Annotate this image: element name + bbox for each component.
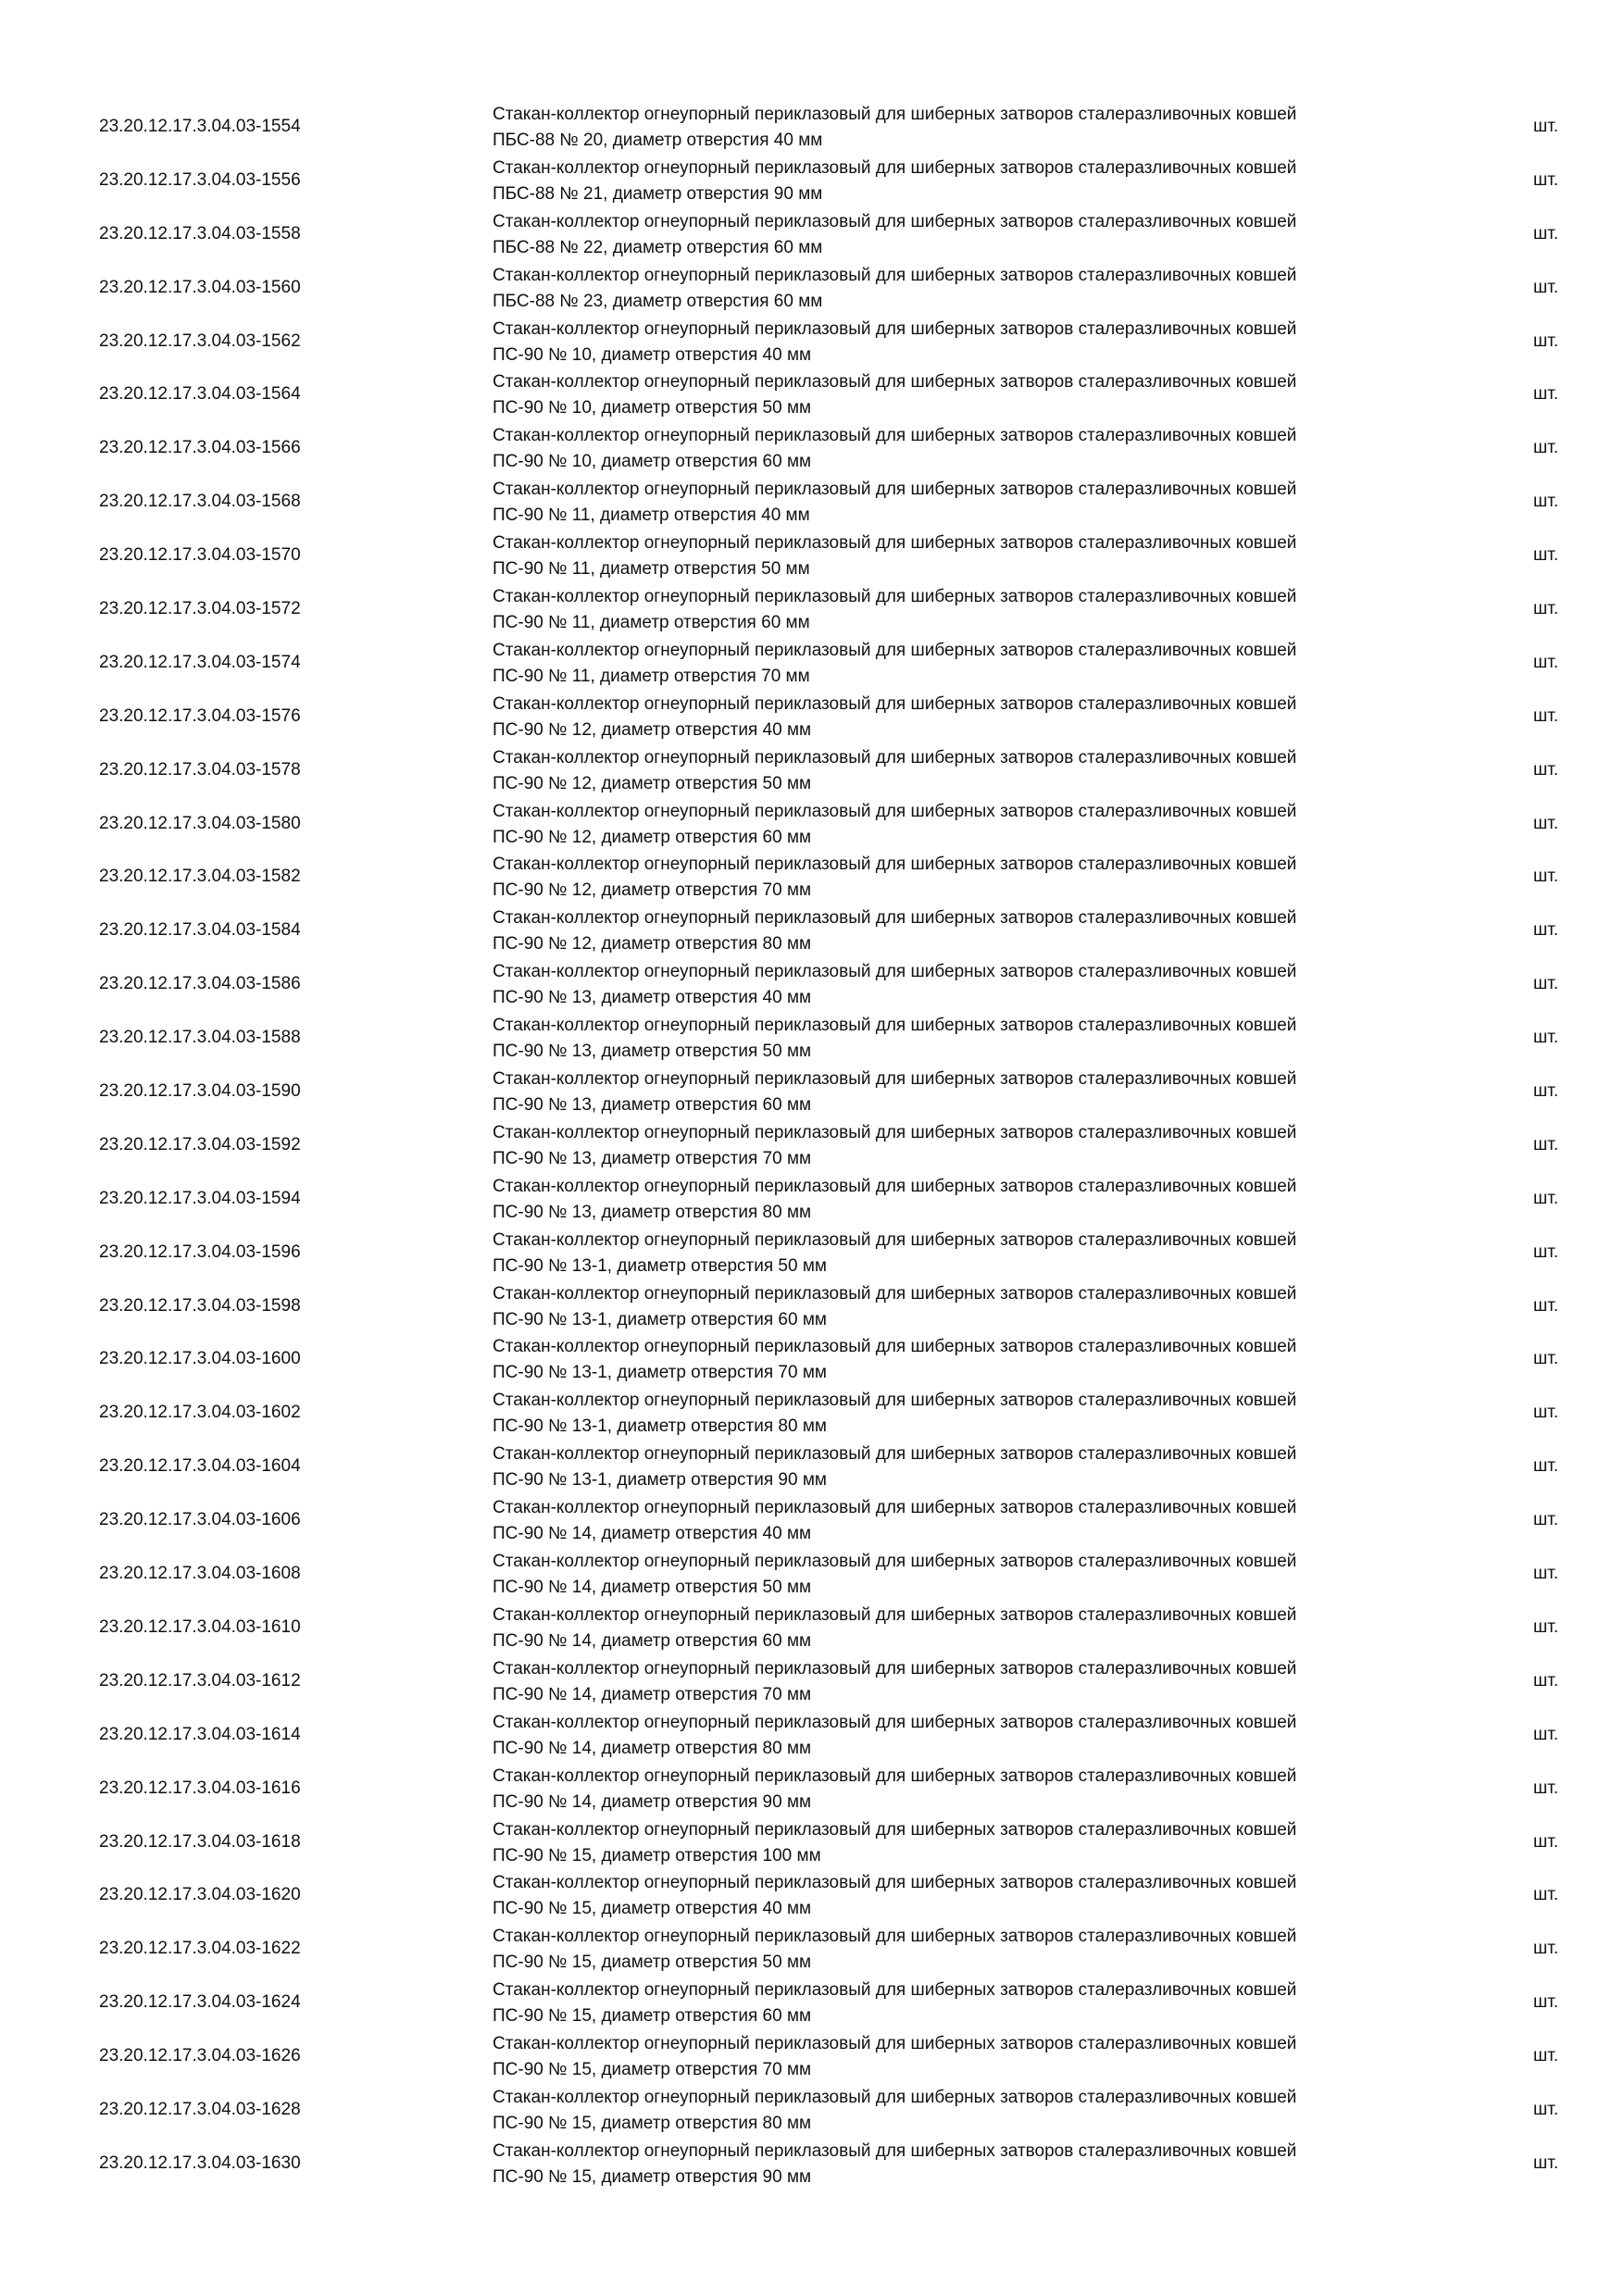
description-line-2: ПС-90 № 12, диаметр отверстия 80 мм xyxy=(493,934,812,955)
table-row xyxy=(0,315,1624,368)
resource-table xyxy=(0,100,1624,2190)
description-line-1: Стакан-коллектор огнеупорный периклазовый для шиберных затворов сталеразливочных ковшей xyxy=(493,908,1297,929)
resource-description xyxy=(493,1174,1465,1226)
description-line-1: Стакан-коллектор огнеупорный периклазовый для шиберных затворов сталеразливочных ковшей xyxy=(493,1337,1297,1357)
description-line-2: ПБС-88 № 22, диаметр отверстия 60 мм xyxy=(493,237,823,257)
description-line-2: ПС-90 № 15, диаметр отверстия 80 мм xyxy=(493,2113,812,2133)
table-row xyxy=(0,957,1624,1011)
description-line-1: Стакан-коллектор огнеупорный периклазовый для шиберных затворов сталеразливочных ковшей xyxy=(493,1552,1297,1572)
description-line-1: Стакан-коллектор огнеупорный периклазовый для шиберных затворов сталеразливочных ковшей xyxy=(493,855,1297,875)
unit-of-measure: шт. xyxy=(1533,1134,1559,1154)
table-row xyxy=(0,1922,1624,1976)
description-line-2: ПС-90 № 14, диаметр отверстия 50 мм xyxy=(493,1578,812,1598)
resource-code: 23.20.12.17.3.04.03-1620 xyxy=(99,1885,301,1905)
unit-of-measure: шт. xyxy=(1533,384,1559,405)
resource-code: 23.20.12.17.3.04.03-1574 xyxy=(99,652,301,672)
resource-code: 23.20.12.17.3.04.03-1568 xyxy=(99,492,301,512)
description-line-1: Стакан-коллектор огнеупорный периклазовый для шиберных затворов сталеразливочных ковшей xyxy=(493,426,1297,446)
resource-code: 23.20.12.17.3.04.03-1580 xyxy=(99,813,301,833)
resource-description xyxy=(493,369,1465,421)
resource-description xyxy=(493,638,1465,690)
description-line-2: ПС-90 № 13-1, диаметр отверстия 70 мм xyxy=(493,1363,827,1383)
unit-of-measure: шт. xyxy=(1533,1188,1559,1208)
description-line-2: ПБС-88 № 23, диаметр отверстия 60 мм xyxy=(493,291,823,311)
description-line-1: Стакан-коллектор огнеупорный периклазовый для шиберных затворов сталеразливочных ковшей xyxy=(493,1122,1297,1142)
resource-description xyxy=(493,1656,1465,1708)
unit-of-measure: шт. xyxy=(1533,1670,1559,1691)
unit-of-measure: шт. xyxy=(1533,1992,1559,2013)
unit-of-measure: шт. xyxy=(1533,813,1559,833)
table-row xyxy=(0,1601,1624,1654)
description-line-1: Стакан-коллектор огнеупорный периклазовый для шиберных затворов сталеразливочных ковшей xyxy=(493,2087,1297,2107)
table-row xyxy=(0,1332,1624,1386)
resource-code: 23.20.12.17.3.04.03-1594 xyxy=(99,1188,301,1208)
description-line-1: Стакан-коллектор огнеупорный периклазовый для шиберных затворов сталеразливочных ковшей xyxy=(493,105,1297,124)
unit-of-measure: шт. xyxy=(1533,974,1559,994)
table-row xyxy=(0,1816,1624,1869)
description-line-1: Стакан-коллектор огнеупорный периклазовый для шиберных затворов сталеразливочных ковшей xyxy=(493,1819,1297,1840)
unit-of-measure: шт. xyxy=(1533,1939,1559,1959)
description-line-2: ПС-90 № 12, диаметр отверстия 40 мм xyxy=(493,719,812,740)
description-line-2: ПС-90 № 12, диаметр отверстия 70 мм xyxy=(493,880,812,901)
unit-of-measure: шт. xyxy=(1533,331,1559,351)
description-line-2: ПС-90 № 13, диаметр отверстия 50 мм xyxy=(493,1042,812,1062)
table-row xyxy=(0,1762,1624,1816)
resource-description xyxy=(493,799,1465,851)
table-row xyxy=(0,1708,1624,1762)
resource-code: 23.20.12.17.3.04.03-1572 xyxy=(99,599,301,619)
description-line-1: Стакан-коллектор огнеупорный периклазовый для шиберных затворов сталеразливочных ковшей xyxy=(493,157,1297,178)
table-row xyxy=(0,582,1624,636)
resource-description xyxy=(493,692,1465,743)
unit-of-measure: шт. xyxy=(1533,1778,1559,1798)
description-line-1: Стакан-коллектор огнеупорный периклазовый для шиберных затворов сталеразливочных ковшей xyxy=(493,1980,1297,2001)
description-line-2: ПС-90 № 13-1, диаметр отверстия 60 мм xyxy=(493,1309,827,1329)
resource-code: 23.20.12.17.3.04.03-1596 xyxy=(99,1242,301,1262)
description-line-1: Стакан-коллектор огнеупорный периклазовый для шиберных затворов сталеразливочных ковшей xyxy=(493,372,1297,393)
unit-of-measure: шт. xyxy=(1533,1456,1559,1477)
resource-code: 23.20.12.17.3.04.03-1590 xyxy=(99,1081,301,1102)
description-line-1: Стакан-коллектор огнеупорный периклазовый для шиберных затворов сталеразливочных ковшей xyxy=(493,318,1297,339)
description-line-2: ПС-90 № 13-1, диаметр отверстия 50 мм xyxy=(493,1255,827,1276)
description-line-2: ПС-90 № 13-1, диаметр отверстия 90 мм xyxy=(493,1470,827,1491)
unit-of-measure: шт. xyxy=(1533,2099,1559,2119)
description-line-1: Стакан-коллектор огнеупорный периклазовый для шиберных затворов сталеразливочных ковшей xyxy=(493,747,1297,767)
unit-of-measure: шт. xyxy=(1533,492,1559,512)
unit-of-measure: шт. xyxy=(1533,1295,1559,1316)
table-row xyxy=(0,1172,1624,1226)
table-row xyxy=(0,207,1624,261)
description-line-1: Стакан-коллектор огнеупорный периклазовый для шиберных затворов сталеразливочных ковшей xyxy=(493,1391,1297,1411)
description-line-2: ПС-90 № 13, диаметр отверстия 60 мм xyxy=(493,1095,812,1116)
table-row xyxy=(0,1868,1624,1922)
description-line-1: Стакан-коллектор огнеупорный периклазовый для шиберных затворов сталеразливочных ковшей xyxy=(493,1658,1297,1678)
description-line-2: ПС-90 № 12, диаметр отверстия 50 мм xyxy=(493,773,812,793)
table-row xyxy=(0,1976,1624,2029)
resource-description xyxy=(493,530,1465,582)
description-line-1: Стакан-коллектор огнеупорный периклазовый для шиберных затворов сталеразливочных ковшей xyxy=(493,1498,1297,1518)
resource-code: 23.20.12.17.3.04.03-1622 xyxy=(99,1939,301,1959)
resource-code: 23.20.12.17.3.04.03-1558 xyxy=(99,223,301,243)
description-line-2: ПС-90 № 13, диаметр отверстия 70 мм xyxy=(493,1148,812,1168)
table-row xyxy=(0,1654,1624,1708)
table-row xyxy=(0,1065,1624,1118)
table-row xyxy=(0,368,1624,421)
resource-description xyxy=(493,1334,1465,1386)
resource-description xyxy=(493,584,1465,636)
description-line-1: Стакан-коллектор огнеупорный периклазовый для шиберных затворов сталеразливочных ковшей xyxy=(493,480,1297,500)
resource-description xyxy=(493,477,1465,529)
resource-code: 23.20.12.17.3.04.03-1606 xyxy=(99,1510,301,1530)
description-line-2: ПС-90 № 14, диаметр отверстия 90 мм xyxy=(493,1791,812,1812)
resource-code: 23.20.12.17.3.04.03-1602 xyxy=(99,1403,301,1423)
unit-of-measure: шт. xyxy=(1533,2152,1559,2173)
description-line-1: Стакан-коллектор огнеупорный периклазовый для шиберных затворов сталеразливочных ковшей xyxy=(493,1444,1297,1465)
resource-code: 23.20.12.17.3.04.03-1592 xyxy=(99,1134,301,1154)
resource-description xyxy=(493,852,1465,904)
unit-of-measure: шт. xyxy=(1533,438,1559,458)
unit-of-measure: шт. xyxy=(1533,705,1559,726)
table-row xyxy=(0,1279,1624,1333)
resource-code: 23.20.12.17.3.04.03-1618 xyxy=(99,1831,301,1852)
resource-code: 23.20.12.17.3.04.03-1628 xyxy=(99,2099,301,2119)
description-line-2: ПС-90 № 15, диаметр отверстия 100 мм xyxy=(493,1845,821,1866)
description-line-2: ПС-90 № 13, диаметр отверстия 80 мм xyxy=(493,1202,812,1222)
table-row xyxy=(0,154,1624,207)
resource-description xyxy=(493,2139,1465,2190)
description-line-1: Стакан-коллектор огнеупорный периклазовый для шиберных затворов сталеразливочных ковшей xyxy=(493,1604,1297,1625)
resource-code: 23.20.12.17.3.04.03-1616 xyxy=(99,1778,301,1798)
resource-description xyxy=(493,263,1465,315)
unit-of-measure: шт. xyxy=(1533,1403,1559,1423)
resource-description xyxy=(493,1067,1465,1118)
table-row xyxy=(0,529,1624,582)
resource-code: 23.20.12.17.3.04.03-1612 xyxy=(99,1670,301,1691)
unit-of-measure: шт. xyxy=(1533,652,1559,672)
resource-description xyxy=(493,2031,1465,2083)
description-line-2: ПС-90 № 13-1, диаметр отверстия 80 мм xyxy=(493,1416,827,1437)
resource-code: 23.20.12.17.3.04.03-1624 xyxy=(99,1992,301,2013)
resource-code: 23.20.12.17.3.04.03-1586 xyxy=(99,974,301,994)
description-line-2: ПС-90 № 10, диаметр отверстия 60 мм xyxy=(493,452,812,472)
resource-code: 23.20.12.17.3.04.03-1576 xyxy=(99,705,301,726)
table-row xyxy=(0,797,1624,851)
resource-code: 23.20.12.17.3.04.03-1570 xyxy=(99,545,301,566)
description-line-2: ПС-90 № 15, диаметр отверстия 70 мм xyxy=(493,2060,812,2080)
table-row xyxy=(0,1011,1624,1065)
unit-of-measure: шт. xyxy=(1533,545,1559,566)
table-row xyxy=(0,2083,1624,2137)
resource-description xyxy=(493,2085,1465,2137)
description-line-2: ПС-90 № 11, диаметр отверстия 50 мм xyxy=(493,559,810,580)
resource-description xyxy=(493,1710,1465,1762)
table-row xyxy=(0,1493,1624,1547)
resource-code: 23.20.12.17.3.04.03-1588 xyxy=(99,1028,301,1048)
description-line-1: Стакан-коллектор огнеупорный периклазовый для шиберных затворов сталеразливочных ковшей xyxy=(493,1016,1297,1036)
unit-of-measure: шт. xyxy=(1533,1831,1559,1852)
description-line-1: Стакан-коллектор огнеупорный периклазовый для шиберных затворов сталеразливочных ковшей xyxy=(493,2034,1297,2054)
table-row xyxy=(0,850,1624,904)
resource-code: 23.20.12.17.3.04.03-1604 xyxy=(99,1456,301,1477)
unit-of-measure: шт. xyxy=(1533,2046,1559,2066)
resource-code: 23.20.12.17.3.04.03-1608 xyxy=(99,1564,301,1584)
resource-code: 23.20.12.17.3.04.03-1600 xyxy=(99,1349,301,1369)
description-line-1: Стакан-коллектор огнеупорный периклазовый для шиберных затворов сталеразливочных ковшей xyxy=(493,2140,1297,2161)
resource-description xyxy=(493,1281,1465,1333)
resource-description xyxy=(493,1924,1465,1976)
description-line-1: Стакан-коллектор огнеупорный периклазовый для шиберных затворов сталеразливочных ковшей xyxy=(493,640,1297,660)
resource-code: 23.20.12.17.3.04.03-1582 xyxy=(99,867,301,887)
description-line-2: ПС-90 № 14, диаметр отверстия 60 мм xyxy=(493,1630,812,1651)
table-row xyxy=(0,475,1624,529)
resource-code: 23.20.12.17.3.04.03-1556 xyxy=(99,169,301,190)
description-line-2: ПБС-88 № 21, диаметр отверстия 90 мм xyxy=(493,183,823,204)
unit-of-measure: шт. xyxy=(1533,1564,1559,1584)
resource-code: 23.20.12.17.3.04.03-1598 xyxy=(99,1295,301,1316)
description-line-1: Стакан-коллектор огнеупорный периклазовый для шиберных затворов сталеразливочных ковшей xyxy=(493,587,1297,607)
resource-code: 23.20.12.17.3.04.03-1554 xyxy=(99,117,301,136)
resource-description xyxy=(493,1817,1465,1869)
resource-description xyxy=(493,1870,1465,1922)
description-line-2: ПС-90 № 11, диаметр отверстия 40 мм xyxy=(493,505,810,526)
resource-description xyxy=(493,209,1465,261)
unit-of-measure: шт. xyxy=(1533,920,1559,941)
unit-of-measure: шт. xyxy=(1533,1349,1559,1369)
table-row xyxy=(0,261,1624,315)
description-line-2: ПС-90 № 14, диаметр отверстия 70 мм xyxy=(493,1684,812,1704)
description-line-2: ПС-90 № 11, диаметр отверстия 70 мм xyxy=(493,666,810,686)
description-line-1: Стакан-коллектор огнеупорный периклазовый для шиберных затворов сталеразливочных ковшей xyxy=(493,1873,1297,1893)
resource-code: 23.20.12.17.3.04.03-1626 xyxy=(99,2046,301,2066)
resource-description xyxy=(493,905,1465,957)
table-row xyxy=(0,100,1624,154)
table-row xyxy=(0,1118,1624,1172)
resource-description xyxy=(493,1978,1465,2029)
unit-of-measure: шт. xyxy=(1533,599,1559,619)
description-line-1: Стакан-коллектор огнеупорный периклазовый для шиберных затворов сталеразливочных ковшей xyxy=(493,693,1297,714)
table-row xyxy=(0,1440,1624,1493)
resource-code: 23.20.12.17.3.04.03-1564 xyxy=(99,384,301,405)
resource-description xyxy=(493,102,1465,154)
resource-code: 23.20.12.17.3.04.03-1566 xyxy=(99,438,301,458)
table-row xyxy=(0,1547,1624,1601)
resource-code: 23.20.12.17.3.04.03-1562 xyxy=(99,331,301,351)
resource-description xyxy=(493,1495,1465,1547)
description-line-1: Стакан-коллектор огнеупорный периклазовый для шиберных затворов сталеразливочных ковшей xyxy=(493,211,1297,231)
description-line-2: ПС-90 № 15, диаметр отверстия 40 мм xyxy=(493,1899,812,1919)
description-line-2: ПС-90 № 15, диаметр отверстия 90 мм xyxy=(493,2166,812,2187)
table-row xyxy=(0,690,1624,743)
resource-description xyxy=(493,1228,1465,1279)
description-line-1: Стакан-коллектор огнеупорный периклазовый для шиберных затворов сталеразливочных ковшей xyxy=(493,1766,1297,1786)
unit-of-measure: шт. xyxy=(1533,277,1559,297)
resource-code: 23.20.12.17.3.04.03-1560 xyxy=(99,277,301,297)
description-line-1: Стакан-коллектор огнеупорный периклазовый для шиберных затворов сталеразливочных ковшей xyxy=(493,1176,1297,1196)
unit-of-measure: шт. xyxy=(1533,1028,1559,1048)
description-line-1: Стакан-коллектор огнеупорный периклазовый для шиберных затворов сталеразливочных ковшей xyxy=(493,962,1297,982)
unit-of-measure: шт. xyxy=(1533,1242,1559,1262)
unit-of-measure: шт. xyxy=(1533,223,1559,243)
table-row xyxy=(0,636,1624,690)
resource-description xyxy=(493,1120,1465,1172)
resource-description xyxy=(493,745,1465,797)
description-line-2: ПС-90 № 15, диаметр отверстия 60 мм xyxy=(493,2006,812,2027)
table-row xyxy=(0,2137,1624,2190)
resource-description xyxy=(493,1764,1465,1816)
table-row xyxy=(0,1386,1624,1440)
description-line-2: ПБС-88 № 20, диаметр отверстия 40 мм xyxy=(493,131,823,150)
unit-of-measure: шт. xyxy=(1533,759,1559,780)
unit-of-measure: шт. xyxy=(1533,1885,1559,1905)
unit-of-measure: шт. xyxy=(1533,867,1559,887)
resource-description xyxy=(493,1603,1465,1654)
unit-of-measure: шт. xyxy=(1533,1081,1559,1102)
table-row xyxy=(0,2029,1624,2083)
resource-description xyxy=(493,1388,1465,1440)
description-line-2: ПС-90 № 13, диаметр отверстия 40 мм xyxy=(493,988,812,1008)
description-line-2: ПС-90 № 15, диаметр отверстия 50 мм xyxy=(493,1953,812,1973)
description-line-1: Стакан-коллектор огнеупорный периклазовый для шиберных затворов сталеразливочных ковшей xyxy=(493,1927,1297,1947)
unit-of-measure: шт. xyxy=(1533,169,1559,190)
description-line-1: Стакан-коллектор огнеупорный периклазовый для шиберных затворов сталеразливочных ковшей xyxy=(493,1712,1297,1732)
unit-of-measure: шт. xyxy=(1533,1724,1559,1744)
description-line-1: Стакан-коллектор огнеупорный периклазовый для шиберных затворов сталеразливочных ковшей xyxy=(493,1229,1297,1250)
unit-of-measure: шт. xyxy=(1533,117,1559,136)
description-line-2: ПС-90 № 12, диаметр отверстия 60 мм xyxy=(493,827,812,847)
table-row xyxy=(0,743,1624,797)
description-line-2: ПС-90 № 11, диаметр отверстия 60 мм xyxy=(493,613,810,633)
resource-code: 23.20.12.17.3.04.03-1584 xyxy=(99,920,301,941)
description-line-1: Стакан-коллектор огнеупорный периклазовый для шиберных затворов сталеразливочных ковшей xyxy=(493,1283,1297,1304)
resource-description xyxy=(493,1549,1465,1601)
table-row xyxy=(0,1226,1624,1279)
description-line-1: Стакан-коллектор огнеупорный периклазовый для шиберных затворов сталеразливочных ковшей xyxy=(493,265,1297,285)
resource-code: 23.20.12.17.3.04.03-1630 xyxy=(99,2152,301,2173)
resource-code: 23.20.12.17.3.04.03-1610 xyxy=(99,1616,301,1637)
description-line-1: Стакан-коллектор огнеупорный периклазовый для шиберных затворов сталеразливочных ковшей xyxy=(493,1069,1297,1090)
resource-description xyxy=(493,317,1465,368)
description-line-2: ПС-90 № 10, диаметр отверстия 50 мм xyxy=(493,398,812,418)
unit-of-measure: шт. xyxy=(1533,1510,1559,1530)
resource-description xyxy=(493,423,1465,475)
description-line-1: Стакан-коллектор огнеупорный периклазовый для шиберных затворов сталеразливочных ковшей xyxy=(493,533,1297,554)
resource-description xyxy=(493,1013,1465,1065)
description-line-1: Стакан-коллектор огнеупорный периклазовый для шиберных затворов сталеразливочных ковшей xyxy=(493,801,1297,821)
resource-description xyxy=(493,156,1465,207)
table-row xyxy=(0,421,1624,475)
description-line-2: ПС-90 № 14, диаметр отверстия 80 мм xyxy=(493,1738,812,1758)
table-row xyxy=(0,904,1624,957)
description-line-2: ПС-90 № 14, диаметр отверстия 40 мм xyxy=(493,1524,812,1544)
resource-code: 23.20.12.17.3.04.03-1578 xyxy=(99,759,301,780)
unit-of-measure: шт. xyxy=(1533,1616,1559,1637)
description-line-2: ПС-90 № 10, диаметр отверстия 40 мм xyxy=(493,344,812,365)
resource-description xyxy=(493,959,1465,1011)
resource-description xyxy=(493,1441,1465,1493)
resource-code: 23.20.12.17.3.04.03-1614 xyxy=(99,1724,301,1744)
